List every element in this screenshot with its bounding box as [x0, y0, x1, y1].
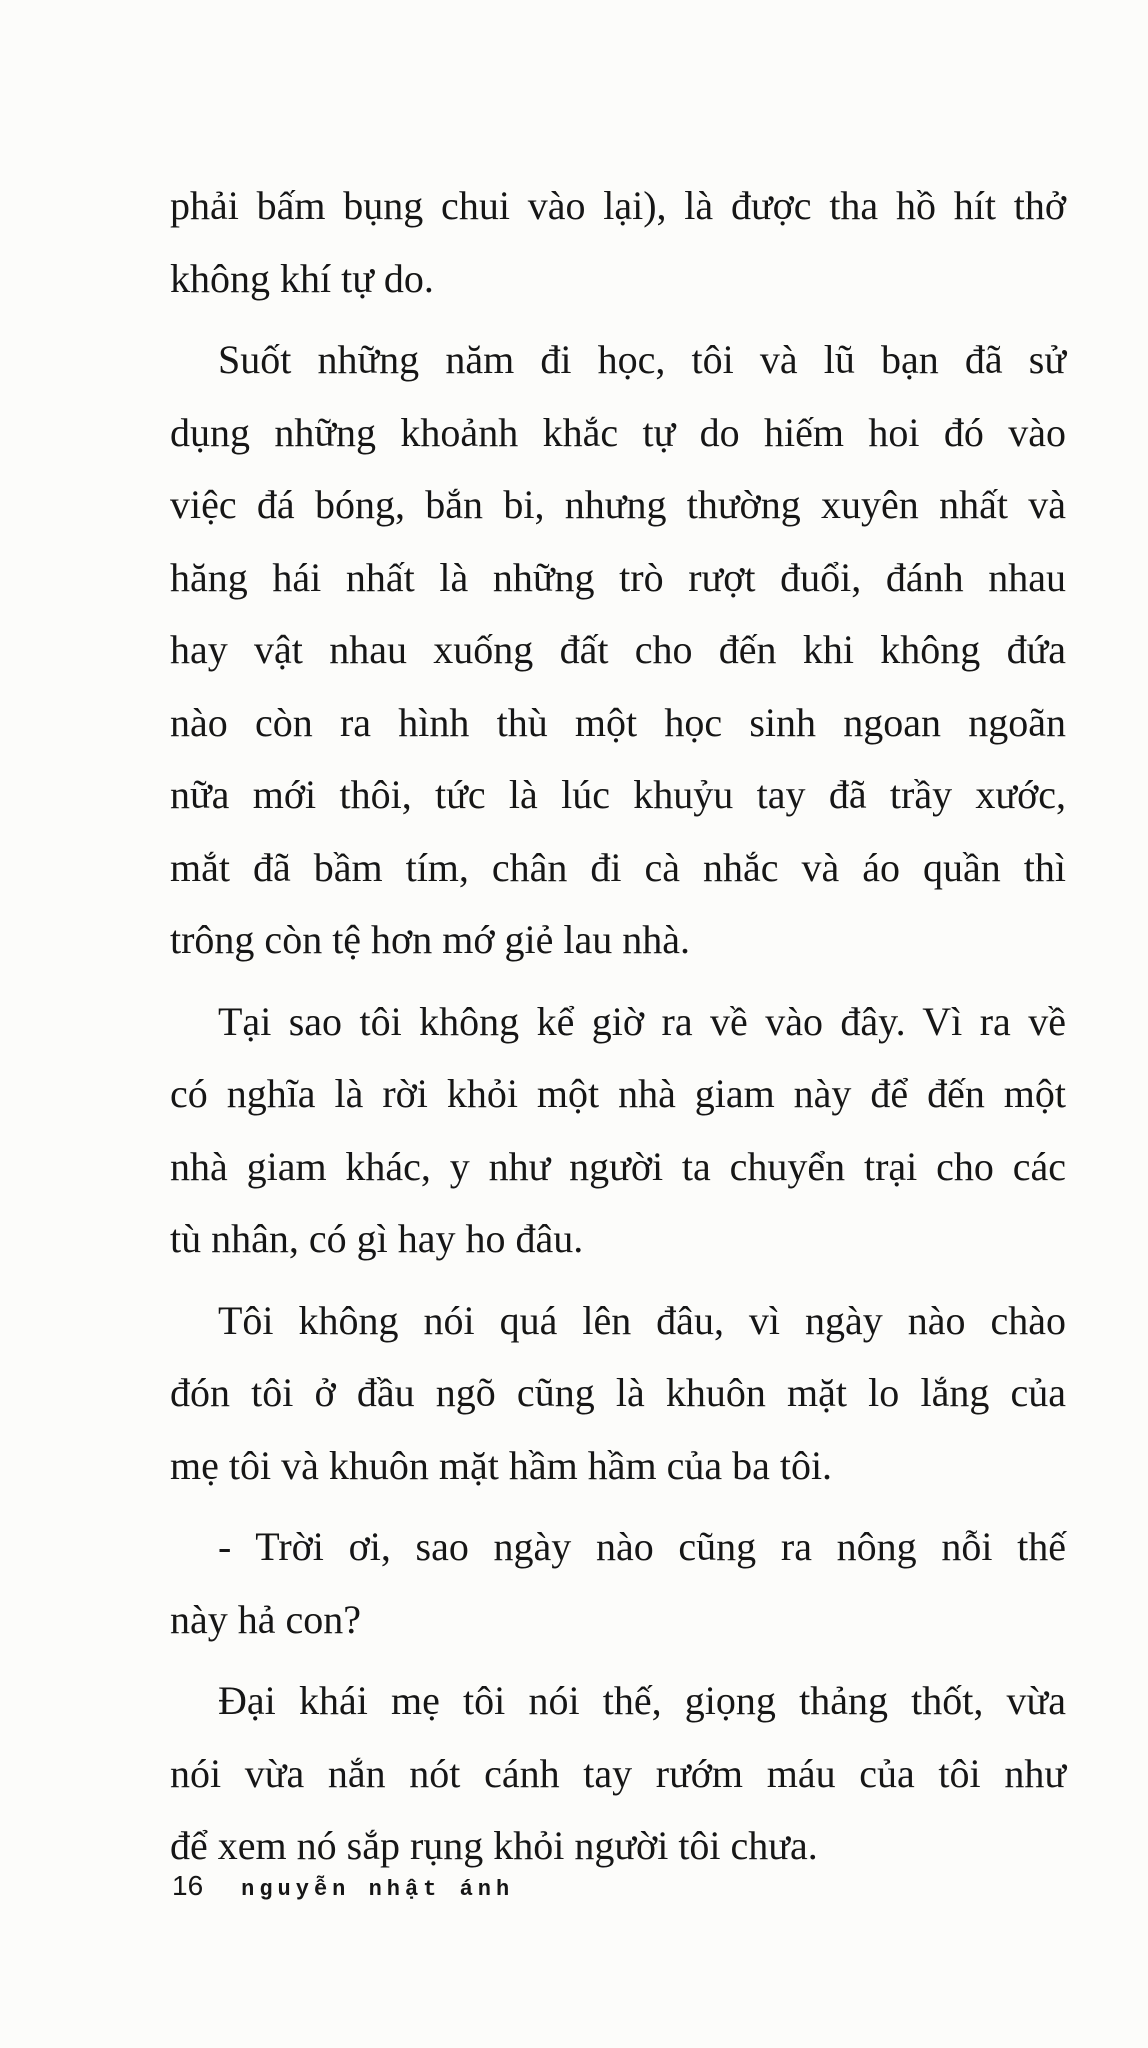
- paragraph: [170, 1665, 1066, 1883]
- text-line: nữa mới thôi, tức là lúc khuỷu tay đã trầy xước,: [170, 772, 1066, 817]
- text-line: Đại khái mẹ tôi nói thế, giọng thảng thốt, vừa: [218, 1678, 1066, 1723]
- text-line: hăng hái nhất là những trò rượt đuổi, đánh nhau: [170, 554, 1066, 600]
- text-line: mẹ tôi và khuôn mặt hầm hầm của ba tôi.: [170, 1442, 833, 1488]
- text-line: nào còn ra hình thù một học sinh ngoan ngoãn: [170, 699, 1066, 745]
- author-name: nguyễn nhật ánh: [241, 1877, 515, 1902]
- text-line: Suốt những năm đi học, tôi và lũ bạn đã sử: [218, 337, 1066, 382]
- text-line: tù nhân, có gì hay ho đâu.: [170, 1216, 584, 1261]
- page-footer: [172, 1870, 514, 1902]
- paragraph: [170, 986, 1066, 1276]
- body-text: [170, 170, 1066, 1883]
- text-line: nói vừa nắn nót cánh tay rướm máu của tôi như: [170, 1750, 1066, 1796]
- text-line: hay vật nhau xuống đất cho đến khi không đứa: [170, 627, 1066, 672]
- page-number: 16: [172, 1870, 204, 1901]
- text-line: việc đá bóng, bắn bi, nhưng thường xuyên nhất và: [170, 482, 1066, 527]
- paragraph: [170, 1511, 1066, 1656]
- paragraph: [170, 1285, 1066, 1503]
- text-line: để xem nó sắp rụng khỏi người tôi chưa.: [170, 1823, 818, 1868]
- text-line: Tại sao tôi không kể giờ ra về vào đây. Vì ra về: [218, 998, 1066, 1044]
- text-line: này hả con?: [170, 1596, 362, 1642]
- text-line: nhà giam khác, y như người ta chuyển trại cho các: [170, 1143, 1066, 1189]
- text-line: đón tôi ở đầu ngõ cũng là khuôn mặt lo lắng của: [170, 1370, 1066, 1415]
- text-line: trông còn tệ hơn mớ giẻ lau nhà.: [170, 917, 690, 962]
- text-line: - Trời ơi, sao ngày nào cũng ra nông nỗi thế: [218, 1524, 1066, 1569]
- text-line: có nghĩa là rời khỏi một nhà giam này để đến một: [170, 1071, 1066, 1116]
- paragraph: [170, 324, 1066, 977]
- text-line: mắt đã bầm tím, chân đi cà nhắc và áo quần thì: [170, 844, 1066, 890]
- paragraph: [170, 170, 1066, 315]
- text-line: Tôi không nói quá lên đâu, vì ngày nào chào: [218, 1297, 1066, 1343]
- text-line: không khí tự do.: [170, 255, 434, 301]
- text-line: dụng những khoảnh khắc tự do hiếm hoi đó vào: [170, 409, 1066, 455]
- text-line: phải bấm bụng chui vào lại), là được tha hồ hít thở: [170, 183, 1066, 228]
